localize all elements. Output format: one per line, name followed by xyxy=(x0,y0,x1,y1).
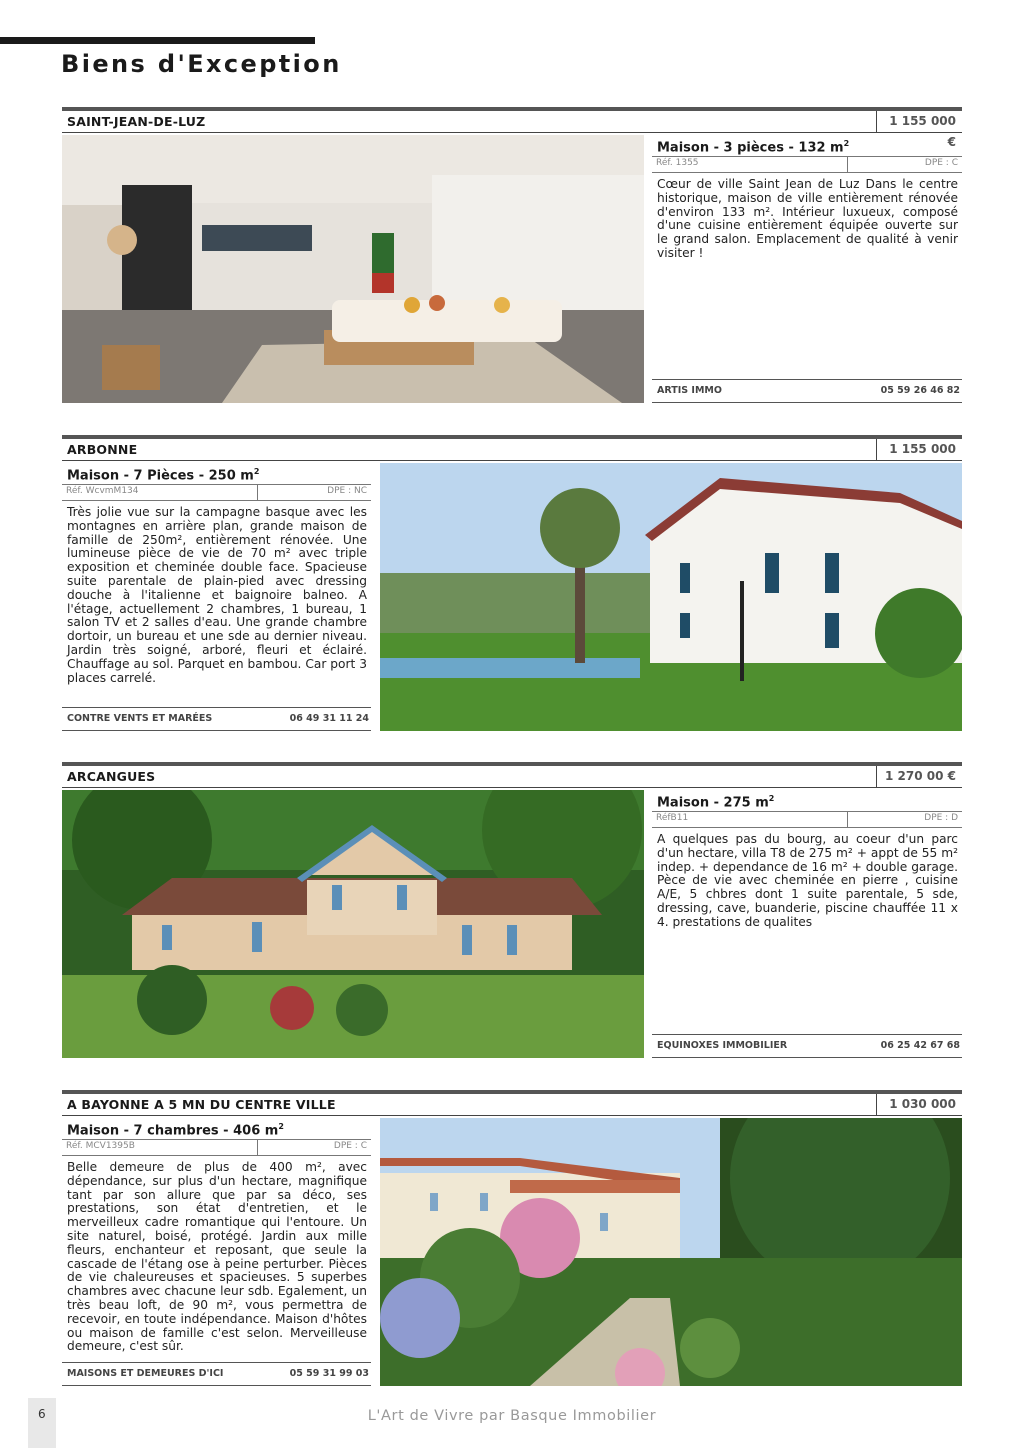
ref-row xyxy=(62,484,371,501)
listing-details xyxy=(652,135,962,403)
agency-footer xyxy=(652,1034,962,1058)
listing-description: Très jolie vue sur la campagne basque avec les montagnes en arrière plan, grande maison de famille de 250m², entièrement rénovée. Une lumineuse pièce de vie de 70 m² avec triple exposition et cheminée double face. Spacieuse suite parentale de plain-pied avec dressing douche à l'italienne et baignoire balneo. A l'étage, actuellement 2 chambres, 1 bureau, 1 salon TV et 2 salles d'eau. Une grande chambre dortoir, un bureau et une sde au dernier niveau. Jardin très soigné, arboré, fleuri et éclairé. Chauffage au sol. Parquet en bambou. Car port 3 places carrelé. xyxy=(67,505,367,685)
header-accent-bar xyxy=(0,37,315,44)
agency-name: EQUINOXES IMMOBILIER xyxy=(657,1040,788,1051)
listing-location: A BAYONNE A 5 MN DU CENTRE VILLE xyxy=(67,1097,336,1112)
listing-ref: Réf. WcvmM134 xyxy=(66,486,139,496)
listing-photo-living-room[interactable] xyxy=(62,135,644,403)
location-underline xyxy=(62,460,962,461)
listing-photo-villa[interactable] xyxy=(62,790,644,1058)
agency-name: ARTIS IMMO xyxy=(657,385,722,396)
listing-dpe: DPE : D xyxy=(924,813,958,823)
ref-row xyxy=(62,1139,371,1156)
listing-card[interactable] xyxy=(62,1090,962,1388)
location-underline xyxy=(62,1115,962,1116)
agency-footer xyxy=(62,1362,371,1386)
agency-name: CONTRE VENTS ET MARÉES xyxy=(67,713,213,724)
agency-footer xyxy=(652,379,962,403)
listing-details xyxy=(62,463,371,731)
location-underline xyxy=(62,787,962,788)
listing-dpe: DPE : C xyxy=(333,1141,367,1151)
listing-title: Maison - 3 pièces - 132 $m^2$ xyxy=(657,139,850,156)
ref-divider xyxy=(257,1140,258,1155)
listing-top-rule xyxy=(62,762,962,766)
listing-top-rule xyxy=(62,435,962,439)
listing-title: Maison - 7 chambres - 406 $m^2$ xyxy=(67,1122,284,1139)
listing-dpe: DPE : NC xyxy=(327,486,367,496)
listing-photo-manor-garden[interactable] xyxy=(380,1118,962,1386)
listing-title: Maison - 275 $m^2$ xyxy=(657,794,775,811)
listing-location: SAINT-JEAN-DE-LUZ xyxy=(67,114,206,129)
page-title: Biens d'Exception xyxy=(61,50,342,78)
listing-details xyxy=(62,1118,371,1386)
listing-price: 1 030 000 xyxy=(876,1094,962,1115)
ref-divider xyxy=(847,157,848,172)
listing-card[interactable] xyxy=(62,762,962,1060)
listing-price: 1 155 000 € xyxy=(876,111,962,132)
listing-location: ARBONNE xyxy=(67,442,138,457)
listing-location: ARCANGUES xyxy=(67,769,156,784)
agency-footer xyxy=(62,707,371,731)
ref-row xyxy=(652,811,962,828)
ref-divider xyxy=(847,812,848,827)
listing-price: 1 270 00 € xyxy=(876,766,962,787)
listing-card[interactable] xyxy=(62,107,962,405)
listing-description: Belle demeure de plus de 400 m², avec dépendance, sur plus d'un hectare, magnifique tant par son allure que par sa déco, ses prestations, son état d'entretien, et le merveilleux cadre romantique qui l'entoure. Un site naturel, boisé, protégé. Jardin aux mille fleurs, enchanteur et reposant, que seule la cascade de l'étang ose à peine perturber. Pièces de vie chaleureuses et spacieuses. 5 superbes chambres avec chacune leur sdb. Egalement, un très beau loft, de 90 m², vous permettra de recevoir, en toute indépendance. Maison d'hôtes ou maison de famille c'est selon. Merveilleuse demeure, c'est sûr. xyxy=(67,1160,367,1354)
listing-details xyxy=(652,790,962,1058)
page-number: 6 xyxy=(38,1407,46,1421)
footer-tagline: L'Art de Vivre par Basque Immobilier xyxy=(367,1408,657,1424)
agency-phone[interactable]: 06 49 31 11 24 xyxy=(289,713,369,724)
listing-ref: Réf. 1355 xyxy=(656,158,699,168)
listing-ref: RéfB11 xyxy=(656,813,689,823)
listing-top-rule xyxy=(62,107,962,111)
ref-divider xyxy=(257,485,258,500)
listing-ref: Réf. MCV1395B xyxy=(66,1141,135,1151)
agency-name: MAISONS ET DEMEURES D'ICI xyxy=(67,1368,224,1379)
listing-title: Maison - 7 Pièces - 250 $m^2$ xyxy=(67,467,260,484)
listing-price: 1 155 000 xyxy=(876,439,962,460)
listing-description: Cœur de ville Saint Jean de Luz Dans le centre historique, maison de ville entièrement rénovée d'environ 133 m². Intérieur luxueux, composé d'une cuisine entièrement équipée ouverte sur le grand salon. Emplacement de qualité à venir visiter ! xyxy=(657,177,958,260)
location-underline xyxy=(62,132,962,133)
listing-photo-basque-house[interactable] xyxy=(380,463,962,731)
agency-phone[interactable]: 05 59 31 99 03 xyxy=(289,1368,369,1379)
ref-row xyxy=(652,156,962,173)
listing-dpe: DPE : C xyxy=(924,158,958,168)
agency-phone[interactable]: 06 25 42 67 68 xyxy=(880,1040,960,1051)
agency-phone[interactable]: 05 59 26 46 82 xyxy=(880,385,960,396)
listing-card[interactable] xyxy=(62,435,962,733)
listing-top-rule xyxy=(62,1090,962,1094)
listing-description: A quelques pas du bourg, au coeur d'un parc d'un hectare, villa T8 de 275 m² + appt de 55 m² indep. + dependance de 16 m² + double garage. Pèce de vie avec cheminée en pierre , cuisine A/E, 5 chbres dont 1 suite parentale, 5 sde, dressing, cave, buanderie, piscine chauffée 11 x 4. prestations de qualites xyxy=(657,832,958,929)
